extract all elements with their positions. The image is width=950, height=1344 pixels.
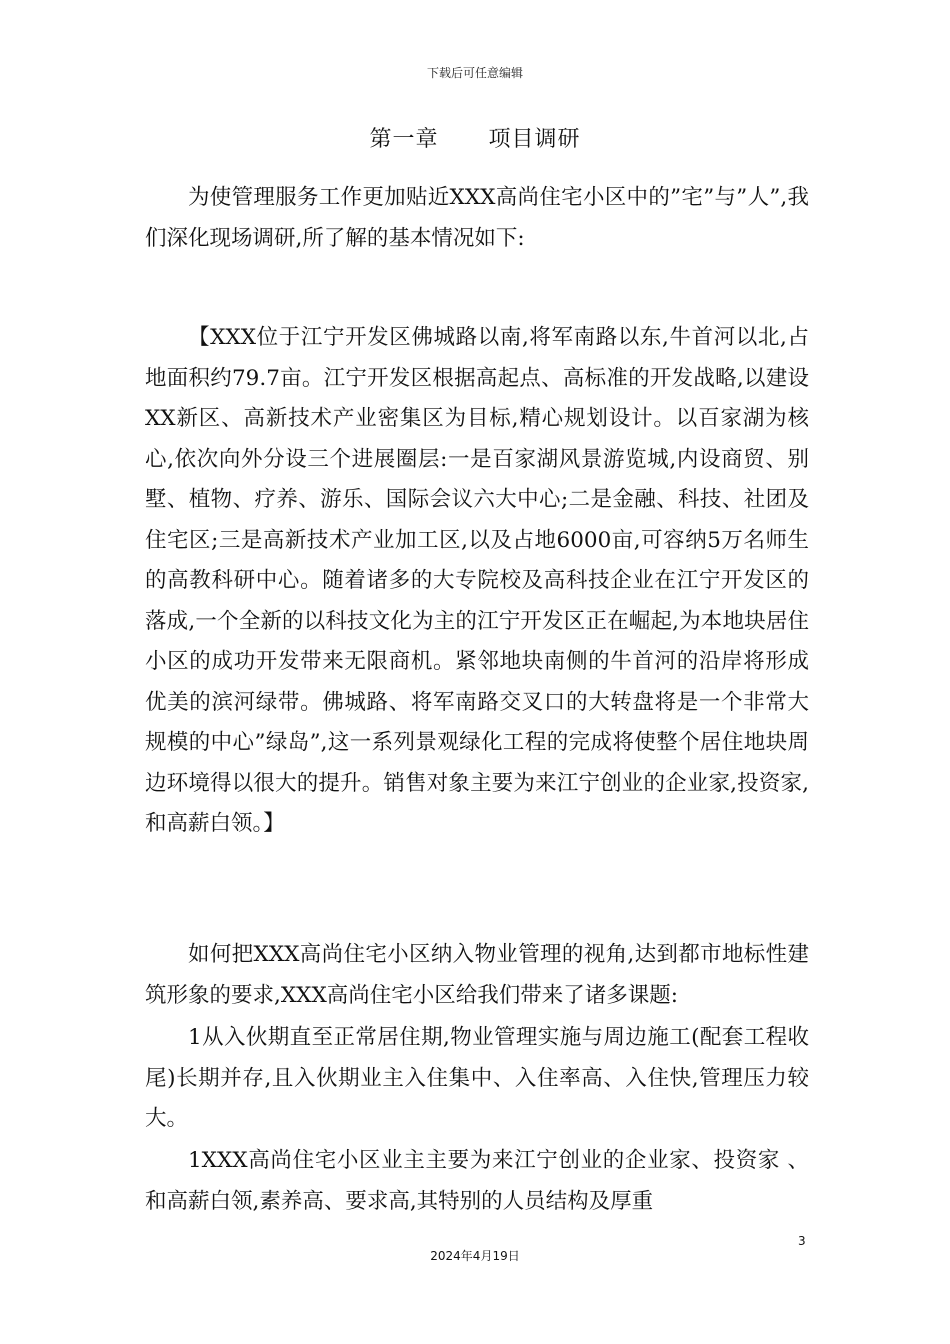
page-number: 3 <box>798 1234 806 1248</box>
issue-item-1: 1从入伙期直至正常居住期,物业管理实施与周边施工(配套工程收尾)长期并存,且入伙期业主入住集中、入住率高、入住快,管理压力较大。 <box>145 1025 809 1131</box>
site-description-paragraph: 【XXX位于江宁开发区佛城路以南,将军南路以东,牛首河以北,占地面积约79.7亩。江宁开发区根据高起点、高标准的开发战略,以建设XX新区、高新技术产业密集区为目标,精心规划设计。以百家湖为核心,依次向外分设三个进展圈层:一是百家湖风景游览城,内设商贸、别墅、植物、疗养、游乐、国际会议六大中心;二是金融、科技、社团及住宅区;三是高新技术产业加工区,以及占地6000亩,可容纳5万名师生的高教科研中心。随着诸多的大专院校及高科技企业在江宁开发区的落成,一个全新的以科技文化为主的江宁开发区正在崛起,为本地块居住小区的成功开发带来无限商机。紧邻地块南侧的牛首河的沿岸将形成优美的滨河绿带。佛城路、将军南路交叉口的大转盘将是一个非常大规模的中心”绿岛”,这一系列景观绿化工程的完成将使整个居住地块周边环境得以很大的提升。销售对象主要为来江宁创业的企业家,投资家,和高薪白领。】 <box>145 325 809 836</box>
chapter-name: 项目调研 <box>488 127 581 152</box>
intro-paragraph: 为使管理服务工作更加贴近XXX高尚住宅小区中的”宅”与”人”,我们深化现场调研,所了解的基本情况如下: <box>145 185 809 251</box>
page-header: 下载后可任意编辑 <box>426 66 523 80</box>
chapter-number: 第一章 <box>369 127 439 152</box>
issues-intro-paragraph: 如何把XXX高尚住宅小区纳入物业管理的视角,达到都市地标性建筑形象的要求,XXX高尚住宅小区给我们带来了诸多课题: <box>145 942 809 1008</box>
footer-date: 2024年4月19日 <box>430 1249 520 1263</box>
issue-item-2: 1XXX高尚住宅小区业主主要为来江宁创业的企业家、投资家 、和高薪白领,素养高、要求高,其特别的人员结构及厚重 <box>145 1148 809 1214</box>
chapter-title <box>0 122 950 153</box>
